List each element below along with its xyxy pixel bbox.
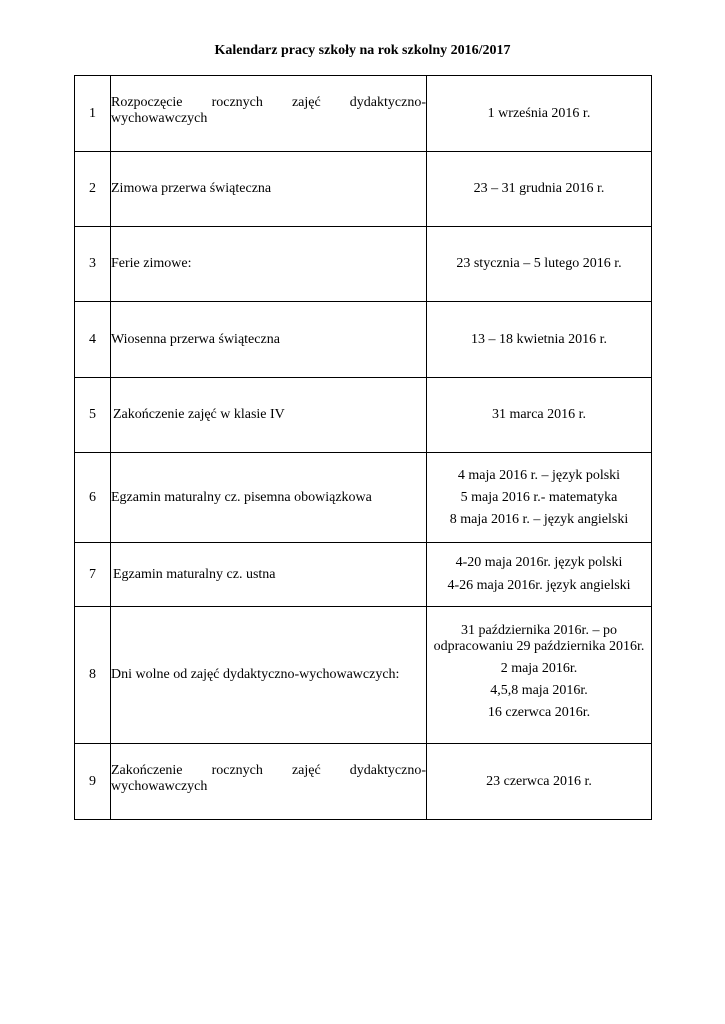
page-title: Kalendarz pracy szkoły na rok szkolny 2016/2017: [214, 43, 511, 58]
row-number: 7: [75, 543, 111, 607]
event-cell: [111, 453, 427, 543]
row-number: 2: [75, 152, 111, 227]
event-cell: [111, 76, 427, 152]
date-cell: [427, 302, 652, 378]
event-cell: [111, 227, 427, 302]
row-number: 4: [75, 302, 111, 378]
table-row: [75, 302, 652, 378]
row-number: 6: [75, 453, 111, 543]
row-number: 9: [75, 744, 111, 820]
event-text: Zakończenie rocznych zajęć dydaktyczno-wychowawczych: [111, 762, 426, 794]
row-number: 8: [75, 607, 111, 744]
event-text: Zakończenie zajęć w klasie IV: [113, 407, 285, 422]
event-text: Ferie zimowe:: [111, 256, 192, 271]
table-row: [75, 152, 652, 227]
date-cell: [427, 152, 652, 227]
event-cell: [111, 543, 427, 607]
row-number: 5: [75, 378, 111, 453]
date-line: 2 maja 2016r.: [500, 661, 578, 676]
row-number: 3: [75, 227, 111, 302]
table-row: [75, 744, 652, 820]
event-cell: [111, 607, 427, 744]
table-row: [75, 543, 652, 607]
date-cell: [427, 227, 652, 302]
date-line: 4-20 maja 2016r. język polski: [455, 555, 623, 570]
date-line: 31 marca 2016 r.: [491, 407, 587, 422]
date-cell: [427, 543, 652, 607]
date-line: 5 maja 2016 r.- matematyka: [460, 489, 618, 505]
table-row: [75, 453, 652, 543]
event-text: Rozpoczęcie rocznych zajęć dydaktyczno-wychowawczych: [111, 94, 426, 126]
event-cell: [111, 152, 427, 227]
table-row: [75, 227, 652, 302]
date-cell: [427, 76, 652, 152]
date-line: 4 maja 2016 r. – język polski: [457, 467, 621, 483]
date-line: 4,5,8 maja 2016r.: [490, 683, 588, 698]
date-line: 1 września 2016 r.: [487, 105, 591, 121]
event-cell: [111, 302, 427, 378]
event-cell: [111, 378, 427, 453]
date-line: 4-26 maja 2016r. język angielski: [447, 578, 631, 593]
date-cell: [427, 607, 652, 744]
table-row: [75, 76, 652, 152]
event-cell: [111, 744, 427, 820]
date-line: 16 czerwca 2016r.: [487, 705, 591, 720]
calendar-table: [74, 75, 652, 820]
date-cell: [427, 378, 652, 453]
event-text: Wiosenna przerwa świąteczna: [111, 331, 280, 347]
date-cell: [427, 744, 652, 820]
event-text: Egzamin maturalny cz. ustna: [113, 566, 276, 582]
date-line: 31 października 2016r. – po odpracowaniu 29 października 2016r.: [433, 623, 645, 654]
table-row: [75, 378, 652, 453]
date-line: 23 stycznia – 5 lutego 2016 r.: [456, 256, 622, 271]
date-line: 23 czerwca 2016 r.: [486, 773, 592, 789]
date-cell: [427, 453, 652, 543]
date-line: 8 maja 2016 r. – język angielski: [449, 511, 629, 527]
table-row: [75, 607, 652, 744]
event-text: Egzamin maturalny cz. pisemna obowiązkowa: [111, 489, 372, 505]
event-text: Dni wolne od zajęć dydaktyczno-wychowawczych:: [111, 667, 400, 682]
row-number: 1: [75, 76, 111, 152]
date-line: 23 – 31 grudnia 2016 r.: [473, 181, 605, 196]
date-line: 13 – 18 kwietnia 2016 r.: [470, 331, 608, 347]
event-text: Zimowa przerwa świąteczna: [111, 181, 272, 196]
